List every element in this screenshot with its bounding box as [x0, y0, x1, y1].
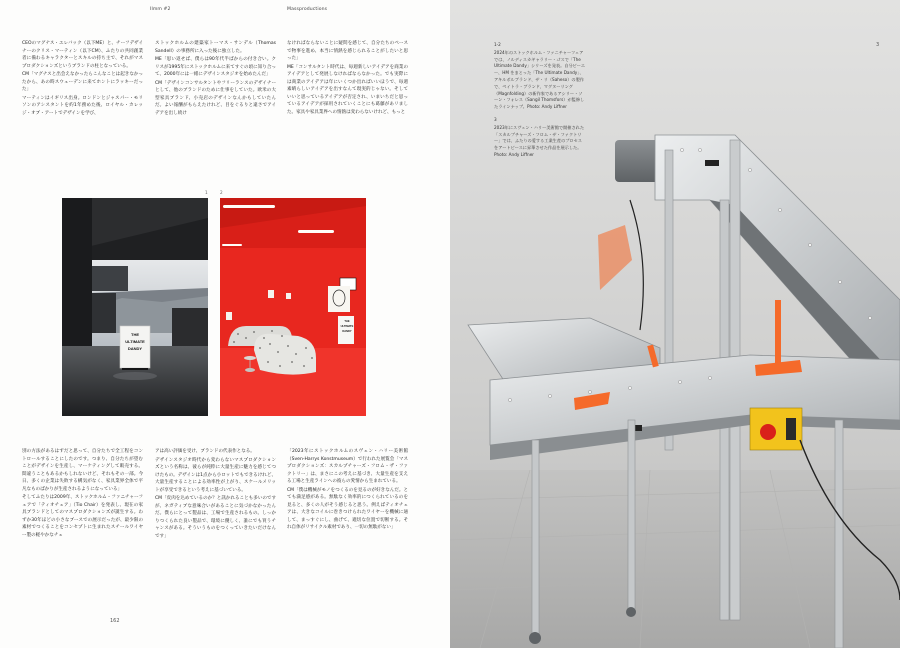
- photo-number-2: 2: [220, 190, 223, 195]
- sign-text: THE: [131, 332, 139, 337]
- sign-text: DANDY: [127, 346, 143, 351]
- paragraph: ストックホルムの建築家トーマス・サンデル（Thomas Sandell）の事務所に入った後に独立した。: [155, 41, 276, 54]
- sign-text: DANDY: [342, 330, 352, 333]
- running-header-left: Ilmm #2: [150, 7, 171, 12]
- caption-number: 1-2: [494, 42, 501, 47]
- photo-number-1: 1: [205, 190, 208, 195]
- page-number-right: 3: [876, 42, 880, 48]
- caption-2: [494, 117, 586, 159]
- ultimate-dandy-sign-1: [120, 331, 150, 352]
- running-header-right: Massproductions: [287, 7, 328, 12]
- caption-1: [494, 42, 586, 111]
- paragraph: マーティンはイギリス出身。ロンドンとジャスパー・モリソンのアシスタントを約1年務めた後、ロイヤル・カレッジ・オブ・アートでデザインを学び、: [22, 95, 143, 116]
- body-column-bottom-3: [287, 448, 408, 533]
- paragraph: CM「マグナスと出会えなかったらこんなことは起きなかったから、あの時スウェーデンに来てホントにラッキーだった」: [22, 72, 143, 92]
- paragraph: CEOのマグナス・エレバック（以下ME）と、チーフデザイナーのクリス・マーティン（以下CM）、ふたりの共同創業者に備わるキャラクターとスキルの持ち主で、それがマスプロダクションズというブランドの柱となっている。: [22, 41, 143, 69]
- photo-warehouse: [62, 198, 208, 416]
- photo-captions: [494, 42, 586, 165]
- caption-text: 2023年にスヴェン・ハリー美術館で開催された「スカルプチャーズ・フロム・ザ・ファクトリー」では、ふたりの愛する工業生産のプロセスをアートピースに昇華させた作品を展示した。Photo: Andy Liffner: [494, 124, 585, 157]
- warehouse-illustration: [62, 198, 208, 416]
- paragraph: そしてふたりは2009年、ストックホルム・ファニチャーフェアで「ティオチェア」（Tio Chair）を発表し、現在の家具ブランドとしてのマスプロダクションズが誕生する。わずか30年ほどの小さなブースでの展示だったが、最少限の素材でつくることをコンセプトに生まれたスチールワイヤー製の軽やかなチェ: [22, 495, 143, 538]
- caption-text: 2024年のストックホルム・ファニチャーフェアでは、ノルディスカギャラリー・ゴスで「The Ultimate Dandy」シリーズを発表。自分ビーエー、HM をまとった「The Ultimate Dandy」、アキルボルブランド、ザ・リ（Saheso）の製作で、ペイトラ・ブランド、マグヌーリング（Magnfolding）の新作家であるアシリー・ソーン・フォレス（Sangil Thomsfors）が監修したラインナップ。Photo: Andy Liffner: [494, 49, 586, 110]
- paragraph: なければならないことに疑問を感じて、自分たちのペースで物事を進め、本当に情熱を感じられることがしたいと思った」: [287, 41, 408, 61]
- paragraph: 別の方法があるはずだと思って、自分たちで全工程をコントロールすることにしたのです。つまり、自分たちが望むことがデザインを生産し、マーケティングして販売する。間違うこともあるかもしれないけど、それもその一部。今日、多くの企業は失敗する構気がなく、家具業界全体で平凡なものばかりが生産されるようになっている」: [22, 449, 143, 492]
- ultimate-dandy-sign-2: [339, 319, 355, 334]
- paragraph: CM「僕は機械がモノをつくるのを見るのが好きなんだ。とても満足感がある。無駄なく効率的につくられているのを見ると、多くの人がそう感じると思う。例えばティオチェアは、大きなコイルに巻きつけられたワイヤーを機械に通して、まっすぐにし、曲げて、適切な位置で切断する。それ自体がリサイクル素材であり、一切の無駄がない」: [287, 487, 408, 530]
- sign-text: THE: [344, 320, 350, 323]
- page-number-left: 162: [110, 618, 120, 624]
- body-column-bottom-2: [155, 448, 276, 541]
- sign-text: ULTIMATE: [340, 325, 354, 328]
- paragraph: アは高い評価を受け、ブランドの代表作となる。: [155, 449, 255, 454]
- body-column-top-3: [287, 40, 408, 117]
- photo-red-room: [220, 198, 366, 416]
- body-column-top-2: [155, 40, 276, 118]
- paragraph: ME「思い返せば、僕らは90年代半ばからの付き合い。クリスが1995年にストックホルムに来てすぐの頃に知り合って、2000年には一緒にデザインスタジオを始めたんだ」: [155, 57, 276, 77]
- red-room-illustration: [220, 198, 366, 416]
- caption-number: 3: [494, 116, 497, 122]
- paragraph: デザインスタジオ時代から変わらないマスプロダクションズという名称は、彼らが純粋に大量生産に魅力を感じてつけたもの。デザインは1点から小ロットでもできるけれど、大量生産することによる効率性が上がり、スケールメリットが享受できるという考えに基づいている。: [155, 457, 276, 493]
- paragraph: ME「コンサルタント時代は、毎週新しいアイデアを商業のアイデアとして発展しなければならなかった。でも実際には商業のアイデアは年にいくつか出ればいいほうで、毎週素晴らしいアイデアを出すなんて現実的じゃない。そしていいと思っているアイデアが否定され、いまいちだと思っているアイデアが採用されていくことにも葛藤があリました。家具や家具業界への情熱は変わらないけれど、もっと: [287, 64, 408, 115]
- paragraph: CM「皮肉を込めているのか？と訊かれることも多いのですが、ネガティブな意味合いがあることに気づかなかったんだ。僕らにとって製品は、工場で生産されるもの。しっかりつくられた良い製品で、環境に優しく、誰にでも買うチャンスがある。そういうものをつくっていきたいだけなんです」: [155, 496, 276, 539]
- body-column-bottom-1: [22, 448, 143, 540]
- sign-text: ULTIMATE: [125, 339, 145, 344]
- paragraph: 「2023年にストックホルムのスヴェン・ハリー美術館（Sven-Harrys Konstmuseum）で行われた展覧会「マスプロダクションズ：スカルプチャーズ・フロム・ザ・ファクトリー」は、まさにこの考えに基づき、大量生産を支える工場と生産ラインへの彼らの愛情から生まれている。: [287, 449, 408, 484]
- body-column-top-1: [22, 40, 143, 118]
- right-page-photo: [450, 0, 900, 648]
- paragraph: CM「デザインコンサルタントやフリーランスのデザイナーとして、他のブランドのために仕事をしていた。欧米の大型家具ブランド、小売店のデザインなんかもしていたんだ。よい報酬がもらえたけれど、目をぐるりと遠さでアイデアを出し続け: [155, 80, 276, 116]
